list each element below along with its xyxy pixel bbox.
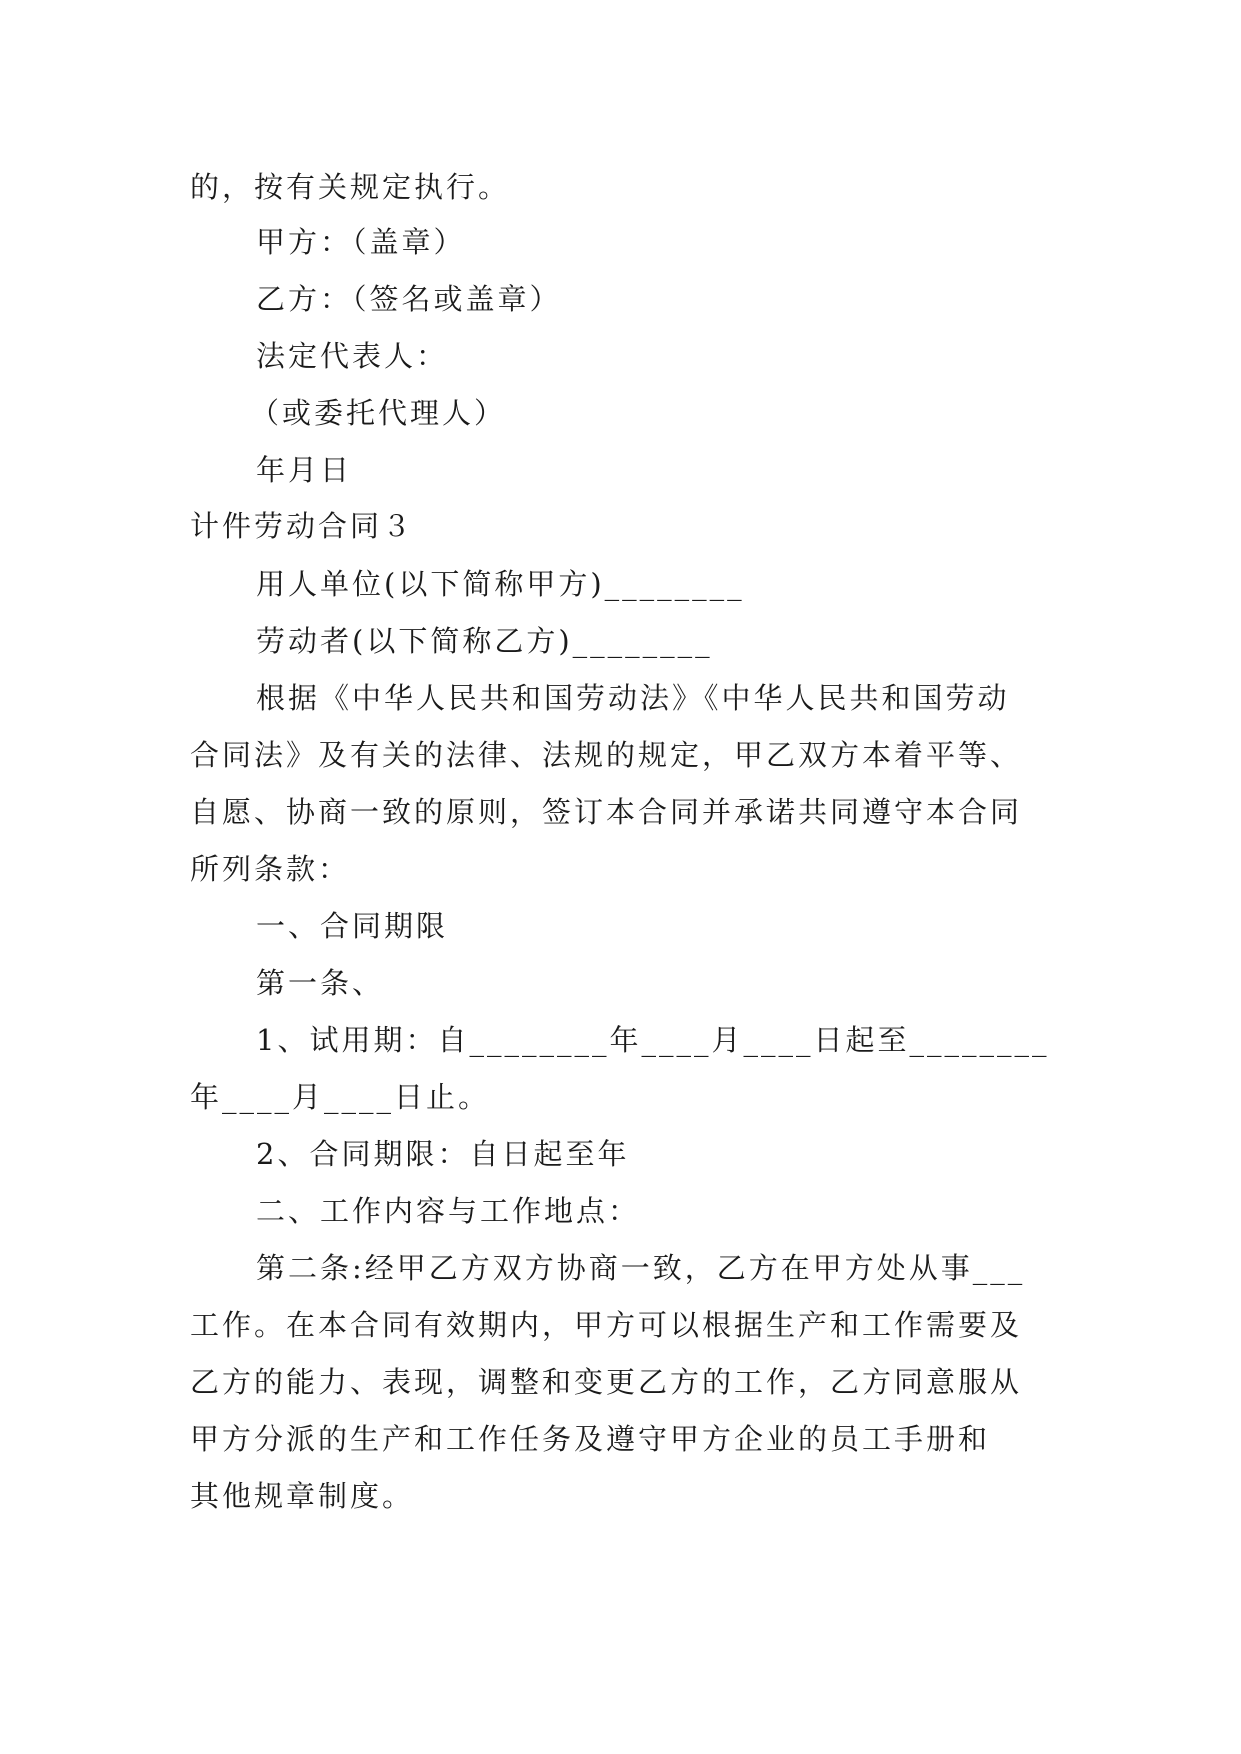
text-line: 1、试用期：自________年____月____日起至________ xyxy=(256,1023,1050,1057)
text-line: 2、合同期限：自日起至年 xyxy=(256,1137,630,1171)
text-line: 根据《中华人民共和国劳动法》《中华人民共和国劳动 xyxy=(256,681,1010,715)
text-line: 乙方：（签名或盖章） xyxy=(256,282,562,316)
text-line: （或委托代理人） xyxy=(250,396,507,430)
text-line: 第二条:经甲乙方双方协商一致，乙方在甲方处从事___ xyxy=(256,1251,1026,1285)
text-line: 年____月____日止。 xyxy=(190,1080,491,1114)
text-line: 其他规章制度。 xyxy=(190,1479,415,1513)
text-line: 一、合同期限 xyxy=(256,909,449,943)
text-line: 乙方的能力、表现，调整和变更乙方的工作，乙方同意服从 xyxy=(190,1365,1023,1399)
section-title: 计件劳动合同３ xyxy=(190,509,415,543)
text-line: 用人单位(以下简称甲方)________ xyxy=(256,567,745,601)
text-line: 所列条款： xyxy=(190,852,351,886)
text-line: 合同法》及有关的法律、法规的规定，甲乙双方本着平等、 xyxy=(190,738,1023,772)
text-line: 自愿、协商一致的原则，签订本合同并承诺共同遵守本合同 xyxy=(190,795,1023,829)
text-line: 法定代表人： xyxy=(256,339,449,373)
text-line: 的，按有关规定执行。 xyxy=(190,170,511,204)
text-line: 二、工作内容与工作地点： xyxy=(256,1194,641,1228)
text-line: 甲方：（盖章） xyxy=(256,225,466,259)
text-line: 工作。在本合同有效期内，甲方可以根据生产和工作需要及 xyxy=(190,1308,1023,1342)
text-line: 第一条、 xyxy=(256,966,385,1000)
text-line: 年月日 xyxy=(256,453,353,487)
text-line: 劳动者(以下简称乙方)________ xyxy=(256,624,713,658)
text-line: 甲方分派的生产和工作任务及遵守甲方企业的员工手册和 xyxy=(190,1422,991,1456)
